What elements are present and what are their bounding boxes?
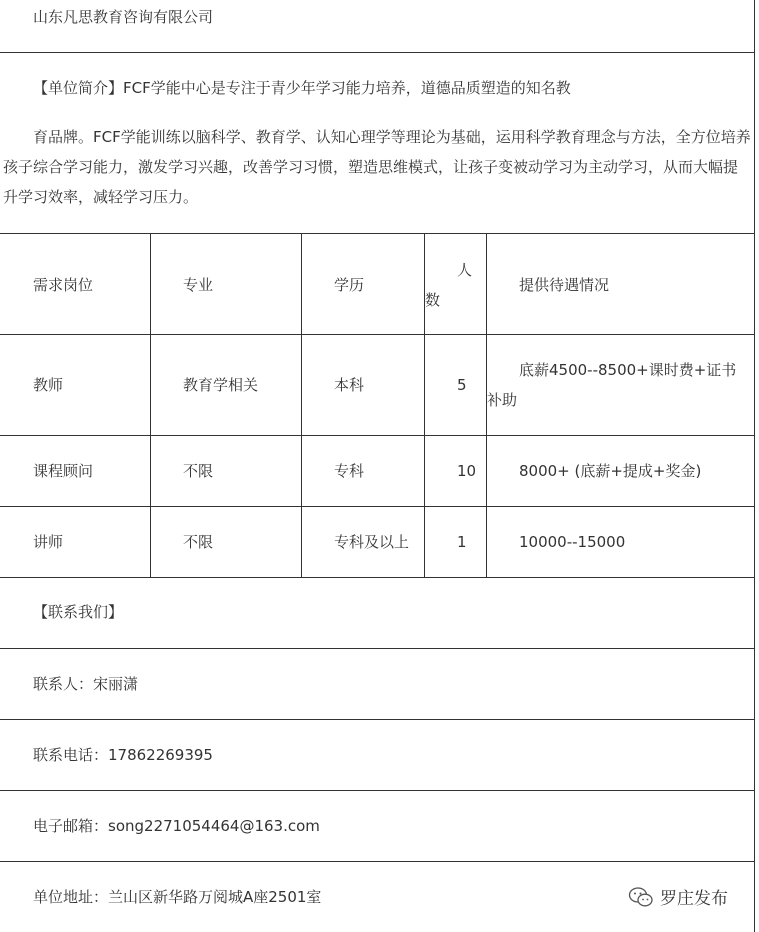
table-row-1-position: 教师 bbox=[33, 376, 64, 394]
company-name: 山东凡思教育咨询有限公司 bbox=[33, 8, 214, 26]
table-row-3-major: 不限 bbox=[183, 533, 214, 551]
table-row-3-count: 1 bbox=[457, 533, 467, 551]
table-row-2-count: 10 bbox=[457, 462, 477, 480]
table-row-divider bbox=[0, 506, 755, 507]
divider bbox=[0, 648, 755, 649]
watermark-text: 罗庄发布 bbox=[660, 889, 728, 909]
contact-phone: 联系电话：17862269395 bbox=[33, 746, 213, 764]
table-column-divider bbox=[150, 233, 151, 577]
table-row-2-major: 不限 bbox=[183, 462, 214, 480]
table-row-1-count: 5 bbox=[457, 376, 467, 394]
table-row-1-major: 教育学相关 bbox=[183, 376, 259, 394]
table-row-1-benefits: 底薪4500--8500+课时费+证书 bbox=[519, 361, 737, 379]
divider bbox=[0, 861, 755, 862]
contact-address: 单位地址：兰山区新华路万阅城A座2501室 bbox=[33, 888, 322, 906]
table-row-1-benefits-cont: 补助 bbox=[487, 391, 518, 409]
watermark bbox=[628, 884, 728, 909]
table-column-divider bbox=[301, 233, 302, 577]
header-count-top: 人 bbox=[457, 261, 473, 279]
divider bbox=[0, 52, 755, 53]
table-bottom-border bbox=[0, 577, 755, 578]
wechat-icon bbox=[628, 886, 654, 908]
table-row-3-position: 讲师 bbox=[33, 533, 64, 551]
header-education: 学历 bbox=[334, 276, 365, 294]
intro-heading-line: 【单位简介】FCF学能中心是专注于青少年学习能力培养，道德品质塑造的知名教 bbox=[33, 79, 571, 97]
table-row-divider bbox=[0, 435, 755, 436]
divider bbox=[0, 790, 755, 791]
table-row-divider bbox=[0, 334, 755, 335]
header-benefits: 提供待遇情况 bbox=[519, 276, 610, 294]
contact-person: 联系人：宋丽潇 bbox=[33, 675, 139, 693]
divider bbox=[0, 719, 755, 720]
header-major: 专业 bbox=[183, 276, 214, 294]
intro-paragraph: 育品牌。FCF学能训练以脑科学、教育学、认知心理学等理论为基础，运用科学教育理念与方法，全方位培养孩子综合学习能力，激发学习兴趣，改善学习习惯，塑造思维模式，让孩子变被动学习为主动学习，从而大幅提升学习效率，减轻学习压力。 bbox=[3, 128, 751, 206]
table-row-3-education: 专科及以上 bbox=[334, 533, 410, 551]
table-row-3-benefits: 10000--15000 bbox=[519, 533, 626, 551]
table-row-2-education: 专科 bbox=[334, 462, 365, 480]
table-row-2-position: 课程顾问 bbox=[33, 462, 94, 480]
table-column-divider bbox=[424, 233, 425, 577]
header-count-bottom: 数 bbox=[425, 291, 441, 309]
table-row-1-education: 本科 bbox=[334, 376, 365, 394]
header-position: 需求岗位 bbox=[33, 276, 94, 294]
table-row-2-benefits: 8000+ (底薪+提成+奖金) bbox=[519, 462, 702, 480]
table-top-border bbox=[0, 233, 755, 234]
contact-heading: 【联系我们】 bbox=[33, 603, 124, 621]
contact-email: 电子邮箱：song2271054464@163.com bbox=[33, 817, 320, 835]
